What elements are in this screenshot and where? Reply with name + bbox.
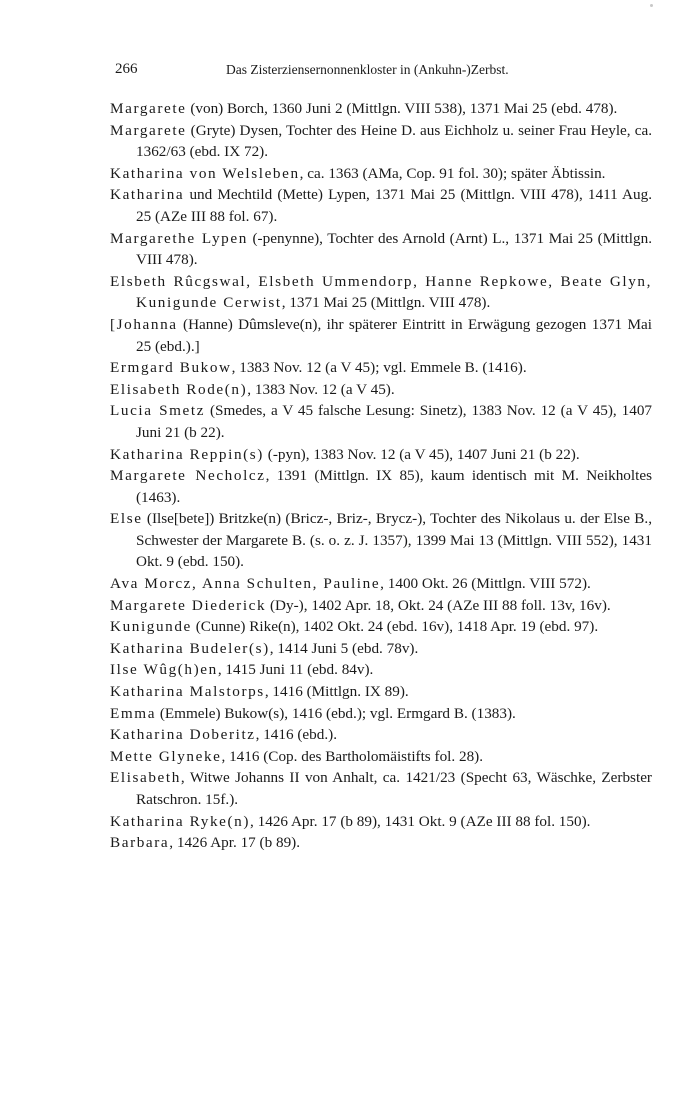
list-item	[110, 573, 652, 595]
list-item	[110, 314, 652, 357]
list-item	[110, 832, 652, 854]
entry-name: Barbara	[110, 834, 170, 852]
list-item	[110, 379, 652, 401]
entry-text: und Mechtild (Mette) Lypen, 1371 Mai 25 (Mittlgn. VIII 478), 1411 Aug. 25 (AZe III 88 fol. 67).	[136, 186, 652, 225]
scan-speck	[650, 4, 653, 7]
list-item	[110, 98, 652, 120]
entry-text: , 1414 Juni 5 (ebd. 78v).	[269, 639, 419, 657]
list-item	[110, 271, 652, 314]
entry-text: (Ilse[bete]) Britzke(n) (Bricz-, Briz-, Brycz-), Tochter des Nikolaus u. der Else B., Schwester der Margarete B. (s. o. z. J. 1357), 1399 Mai 13 (Mittlgn. VIII 552), 1431 Okt. 9 (ebd. 150).	[136, 510, 652, 571]
list-item	[110, 357, 652, 379]
list-item	[110, 681, 652, 703]
entry-name: Lucia Smetz	[110, 402, 206, 420]
entry-text: , Witwe Johanns II von Anhalt, ca. 1421/23 (Specht 63, Wäschke, Zerbster Ratschron. 15f.).	[136, 769, 652, 808]
list-item	[110, 616, 652, 638]
entry-text: , 1416 (ebd.).	[255, 726, 338, 744]
entry-name: Kunigunde	[110, 618, 192, 636]
list-item	[110, 595, 652, 617]
entry-text: , 1383 Nov. 12 (a V 45); vgl. Emmele B. (1416).	[231, 359, 527, 377]
entry-name: Margarethe Lypen	[110, 229, 248, 247]
entry-text: , 1426 Apr. 17 (b 89).	[169, 834, 301, 852]
entry-name: Elisabeth	[110, 769, 181, 787]
list-item	[110, 444, 652, 466]
entry-text: , ca. 1363 (AMa, Cop. 91 fol. 30); später Äbtissin.	[299, 164, 606, 182]
list-item	[110, 767, 652, 810]
entry-name: Elisabeth Rode(n)	[110, 380, 248, 398]
entry-text: , 1383 Nov. 12 (a V 45).	[247, 380, 395, 398]
entry-text: (von) Borch, 1360 Juni 2 (Mittlgn. VIII 538), 1371 Mai 25 (ebd. 478).	[186, 100, 618, 117]
entry-name: Emma	[110, 704, 157, 722]
entry-name: Elsbeth Rûcgswal, Elsbeth Ummendorp, Hanne Repkowe, Beate Glyn, Kunigunde Cerwist	[110, 272, 652, 312]
entry-text: (Emmele) Bukow(s), 1416 (ebd.); vgl. Ermgard B. (1383).	[156, 704, 516, 722]
entry-name: Ilse Wûg(h)en	[110, 661, 218, 679]
entry-name: Ava Morcz, Anna Schulten, Pauline	[110, 575, 381, 593]
entry-name: Margarete Necholcz	[110, 467, 266, 485]
entry-text: (-penynne), Tochter des Arnold (Arnt) L., 1371 Mai 25 (Mittlgn. VIII 478).	[136, 229, 652, 269]
page-header	[115, 61, 655, 83]
entry-text: , 1415 Juni 11 (ebd. 84v).	[217, 661, 374, 679]
entry-name: Katharina Malstorps	[110, 683, 265, 701]
list-item	[110, 811, 652, 833]
entry-text: , 1416 (Cop. des Bartholomäistifts fol. 28).	[221, 747, 484, 765]
list-item	[110, 724, 652, 746]
page-number: 266	[115, 61, 138, 77]
entry-name: Margarete	[110, 100, 187, 117]
list-item	[110, 400, 652, 443]
entry-text: (Smedes, a V 45 falsche Lesung: Sinetz), 1383 Nov. 12 (a V 45), 1407 Juni 21 (b 22).	[136, 402, 653, 441]
list-item	[110, 465, 652, 508]
entry-text: (Hanne) Dûmsleve(n), ihr späterer Eintritt in Erwägung gezogen 1371 Mai 25 (ebd.).]	[136, 315, 652, 355]
entry-text: (Gryte) Dysen, Tochter des Heine D. aus Eichholz u. seiner Frau Heyle, ca. 1362/63 (ebd. IX 72).	[136, 121, 652, 161]
list-item	[110, 746, 652, 768]
entry-text: (Dy-), 1402 Apr. 18, Okt. 24 (AZe III 88 foll. 13v, 16v).	[266, 596, 611, 614]
list-item	[110, 508, 652, 573]
entry-name: Katharina Doberitz	[110, 726, 256, 744]
entry-text: , 1371 Mai 25 (Mittlgn. VIII 478).	[281, 294, 491, 312]
entry-name: [Johanna	[110, 315, 178, 333]
entry-text: , 1416 (Mittlgn. IX 89).	[264, 683, 409, 701]
entry-text: (Cunne) Rike(n), 1402 Okt. 24 (ebd. 16v), 1418 Apr. 19 (ebd. 97).	[191, 618, 599, 636]
entry-name: Katharina Budeler(s)	[110, 639, 270, 657]
entry-name: Katharina Reppin(s)	[110, 445, 264, 463]
list-item	[110, 703, 652, 725]
entry-name: Margarete Diederick	[110, 596, 267, 614]
entry-name: Katharina	[110, 186, 185, 204]
entry-text: , 1400 Okt. 26 (Mittlgn. VIII 572).	[380, 575, 591, 593]
entry-name: Else	[110, 510, 143, 528]
list-item	[110, 659, 652, 681]
entry-list	[110, 98, 652, 854]
list-item	[110, 184, 652, 227]
entry-name: Katharina von Welsleben	[110, 164, 300, 182]
running-title: Das Zisterziensernonnenkloster in (Ankuhn-)Zerbst.	[226, 62, 509, 77]
entry-name: Ermgard Bukow	[110, 359, 232, 377]
list-item	[110, 163, 652, 185]
entry-text: , 1391 (Mittlgn. IX 85), kaum identisch mit M. Neikholtes (1463).	[136, 467, 652, 506]
list-item	[110, 228, 652, 271]
entry-name: Margarete	[110, 121, 187, 139]
list-item	[110, 638, 652, 660]
entry-text: , 1426 Apr. 17 (b 89), 1431 Okt. 9 (AZe III 88 fol. 150).	[250, 812, 591, 830]
entry-text: (-pyn), 1383 Nov. 12 (a V 45), 1407 Juni 21 (b 22).	[263, 445, 580, 463]
entry-name: Katharina Ryke(n)	[110, 812, 251, 830]
entry-name: Mette Glyneke	[110, 747, 222, 765]
list-item	[110, 120, 652, 163]
